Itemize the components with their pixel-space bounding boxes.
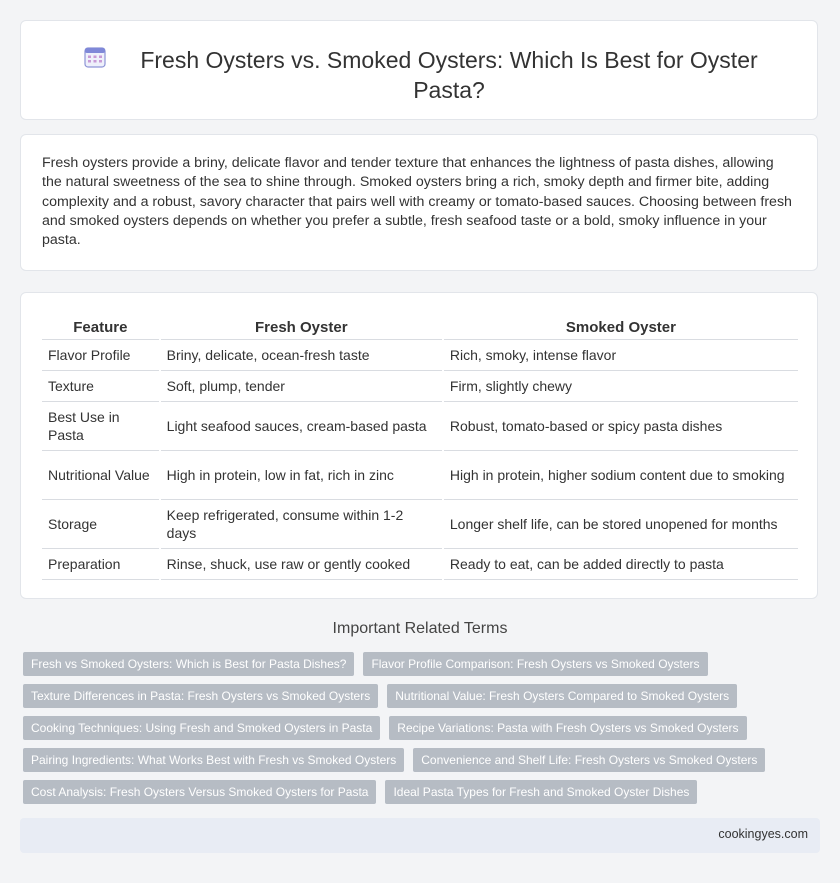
tag-row: [23, 684, 803, 708]
footer: [20, 818, 820, 853]
related-term-link[interactable]: Texture Differences in Pasta: Fresh Oysters vs Smoked Oysters: [23, 684, 378, 708]
header-feature: Feature: [42, 317, 160, 340]
feature-cell: Flavor Profile: [42, 340, 160, 371]
table-row: [42, 549, 798, 580]
feature-cell: Best Use in Pasta: [42, 402, 160, 451]
related-term-link[interactable]: Cost Analysis: Fresh Oysters Versus Smoked Oysters for Pasta: [23, 780, 376, 804]
related-term-link[interactable]: Flavor Profile Comparison: Fresh Oysters vs Smoked Oysters: [363, 652, 707, 676]
calendar-icon: [83, 45, 107, 69]
tag-row: [23, 652, 803, 676]
table-header-row: [42, 317, 798, 340]
related-terms-list: [23, 652, 803, 812]
fresh-cell: Briny, delicate, ocean-fresh taste: [160, 340, 443, 371]
smoked-cell: Ready to eat, can be added directly to pasta: [443, 549, 798, 580]
related-term-link[interactable]: Ideal Pasta Types for Fresh and Smoked Oyster Dishes: [385, 780, 697, 804]
table-row: [42, 371, 798, 402]
table-row: [42, 451, 798, 500]
related-term-link[interactable]: Pairing Ingredients: What Works Best with Fresh vs Smoked Oysters: [23, 748, 404, 772]
related-term-link[interactable]: Nutritional Value: Fresh Oysters Compared to Smoked Oysters: [387, 684, 737, 708]
related-term-link[interactable]: Convenience and Shelf Life: Fresh Oysters vs Smoked Oysters: [413, 748, 765, 772]
smoked-cell: Rich, smoky, intense flavor: [443, 340, 798, 371]
related-terms-heading: Important Related Terms: [332, 620, 508, 637]
footer-site-link[interactable]: cookingyes.com: [718, 827, 808, 841]
fresh-cell: Light seafood sauces, cream-based pasta: [160, 402, 443, 451]
table-row: [42, 500, 798, 549]
intro-paragraph: Fresh oysters provide a briny, delicate flavor and tender texture that enhances the lightness of pasta dishes, allowing the natural sweetness of the sea to shine through. Smoked oysters bring a rich, smoky depth and firmer bite, adding complexity and a robust, savory character that pairs well with creamy or tomato-based sauces. Choosing between fresh and smoked oysters depends on whether you prefer a subtle, fresh seafood taste or a bold, smoky influence in your pasta.: [42, 155, 792, 249]
intro-card: [20, 134, 818, 271]
tag-row: [23, 780, 803, 804]
smoked-cell: Longer shelf life, can be stored unopened for months: [443, 500, 798, 549]
feature-cell: Texture: [42, 371, 160, 402]
feature-cell: Storage: [42, 500, 160, 549]
fresh-cell: Soft, plump, tender: [160, 371, 443, 402]
tag-row: [23, 748, 803, 772]
smoked-cell: High in protein, higher sodium content due to smoking: [443, 451, 798, 500]
smoked-cell: Robust, tomato-based or spicy pasta dishes: [443, 402, 798, 451]
fresh-cell: Rinse, shuck, use raw or gently cooked: [160, 549, 443, 580]
page-title: Fresh Oysters vs. Smoked Oysters: Which Is Best for Oyster Pasta?: [140, 47, 758, 103]
smoked-cell: Firm, slightly chewy: [443, 371, 798, 402]
header-fresh-oyster: Fresh Oyster: [160, 317, 443, 340]
tag-row: [23, 716, 803, 740]
table-row: [42, 340, 798, 371]
fresh-cell: Keep refrigerated, consume within 1-2 days: [160, 500, 443, 549]
comparison-table: [42, 317, 798, 580]
related-term-link[interactable]: Fresh vs Smoked Oysters: Which is Best for Pasta Dishes?: [23, 652, 354, 676]
feature-cell: Nutritional Value: [42, 451, 160, 500]
related-term-link[interactable]: Cooking Techniques: Using Fresh and Smoked Oysters in Pasta: [23, 716, 380, 740]
header-smoked-oyster: Smoked Oyster: [443, 317, 798, 340]
feature-cell: Preparation: [42, 549, 160, 580]
table-row: [42, 402, 798, 451]
comparison-card: [20, 292, 818, 599]
related-term-link[interactable]: Recipe Variations: Pasta with Fresh Oysters vs Smoked Oysters: [389, 716, 746, 740]
fresh-cell: High in protein, low in fat, rich in zinc: [160, 451, 443, 500]
title-card: [20, 20, 818, 120]
